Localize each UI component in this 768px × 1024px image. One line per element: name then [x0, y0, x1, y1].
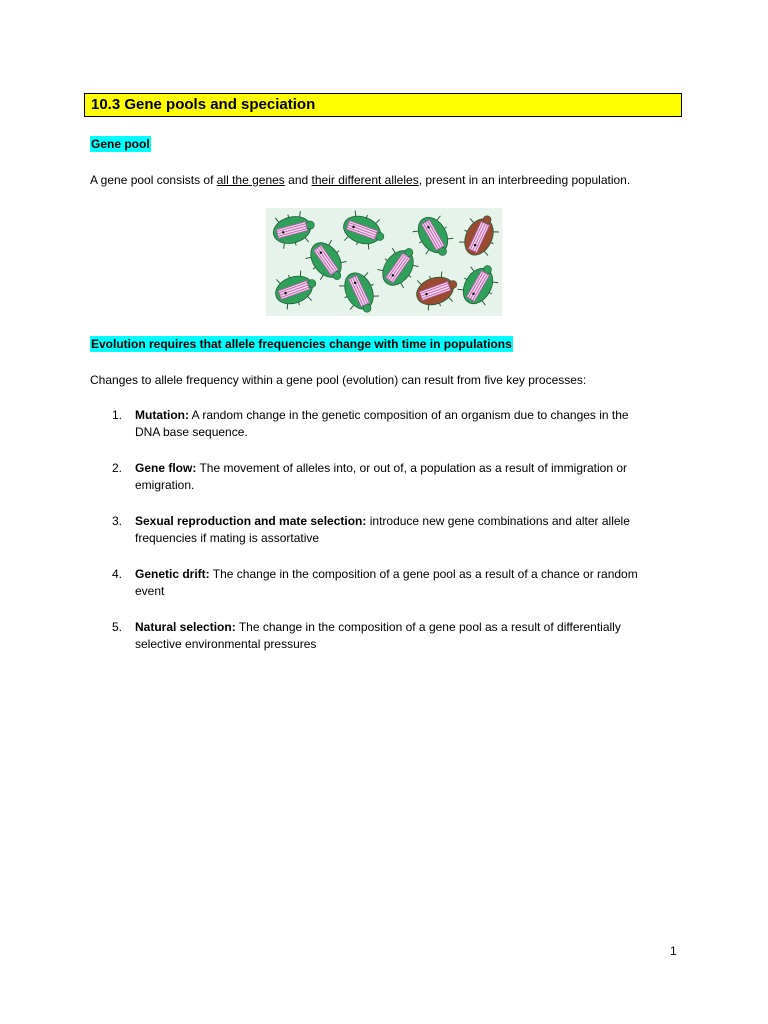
process-desc-cont: DNA base sequence. — [135, 425, 248, 439]
list-number: 1. — [112, 408, 123, 422]
process-desc: A random change in the genetic composition of an organism due to changes in the — [188, 408, 629, 422]
gene-pool-heading-text: Gene pool — [91, 137, 150, 151]
definition-text: , present in an interbreeding population. — [418, 173, 631, 187]
process-term: Genetic drift: — [135, 567, 210, 581]
section-title: 10.3 Gene pools and speciation — [84, 93, 682, 117]
process-term: Sexual reproduction and mate selection: — [135, 514, 367, 528]
process-term: Gene flow: — [135, 461, 197, 475]
definition-term-genes: all the genes — [216, 173, 285, 187]
process-desc-cont: event — [135, 584, 165, 598]
processes-list — [90, 407, 680, 672]
list-item — [90, 513, 680, 547]
gene-pool-heading — [90, 137, 151, 151]
list-number: 2. — [112, 461, 123, 475]
definition-text: and — [284, 173, 312, 187]
evolution-heading-text: Evolution requires that allele frequencies change with time in populations — [91, 337, 512, 351]
gene-pool-beetles-illustration — [266, 208, 502, 316]
evolution-heading — [90, 337, 513, 351]
process-desc: The change in the composition of a gene pool as a result of a chance or random — [209, 567, 638, 581]
process-term: Natural selection: — [135, 620, 236, 634]
page-number: 1 — [670, 944, 677, 958]
process-desc: The change in the composition of a gene pool as a result of differentially — [235, 620, 621, 634]
definition-text: A gene pool consists of — [90, 173, 217, 187]
list-item — [90, 619, 680, 653]
process-desc: introduce new gene combinations and alter allele — [366, 514, 630, 528]
definition-term-alleles: their different alleles — [311, 173, 419, 187]
list-number: 4. — [112, 567, 123, 581]
process-desc-cont: frequencies if mating is assortative — [135, 531, 320, 545]
process-desc-cont: emigration. — [135, 478, 195, 492]
processes-intro: Changes to allele frequency within a gene pool (evolution) can result from five key processes: — [90, 373, 587, 387]
list-item — [90, 460, 680, 494]
list-number: 3. — [112, 514, 123, 528]
list-item — [90, 407, 680, 441]
process-term: Mutation: — [135, 408, 189, 422]
process-desc-cont: selective environmental pressures — [135, 637, 317, 651]
process-desc: The movement of alleles into, or out of, a population as a result of immigration or — [196, 461, 628, 475]
gene-pool-definition — [90, 172, 630, 189]
list-number: 5. — [112, 620, 123, 634]
list-item — [90, 566, 680, 600]
